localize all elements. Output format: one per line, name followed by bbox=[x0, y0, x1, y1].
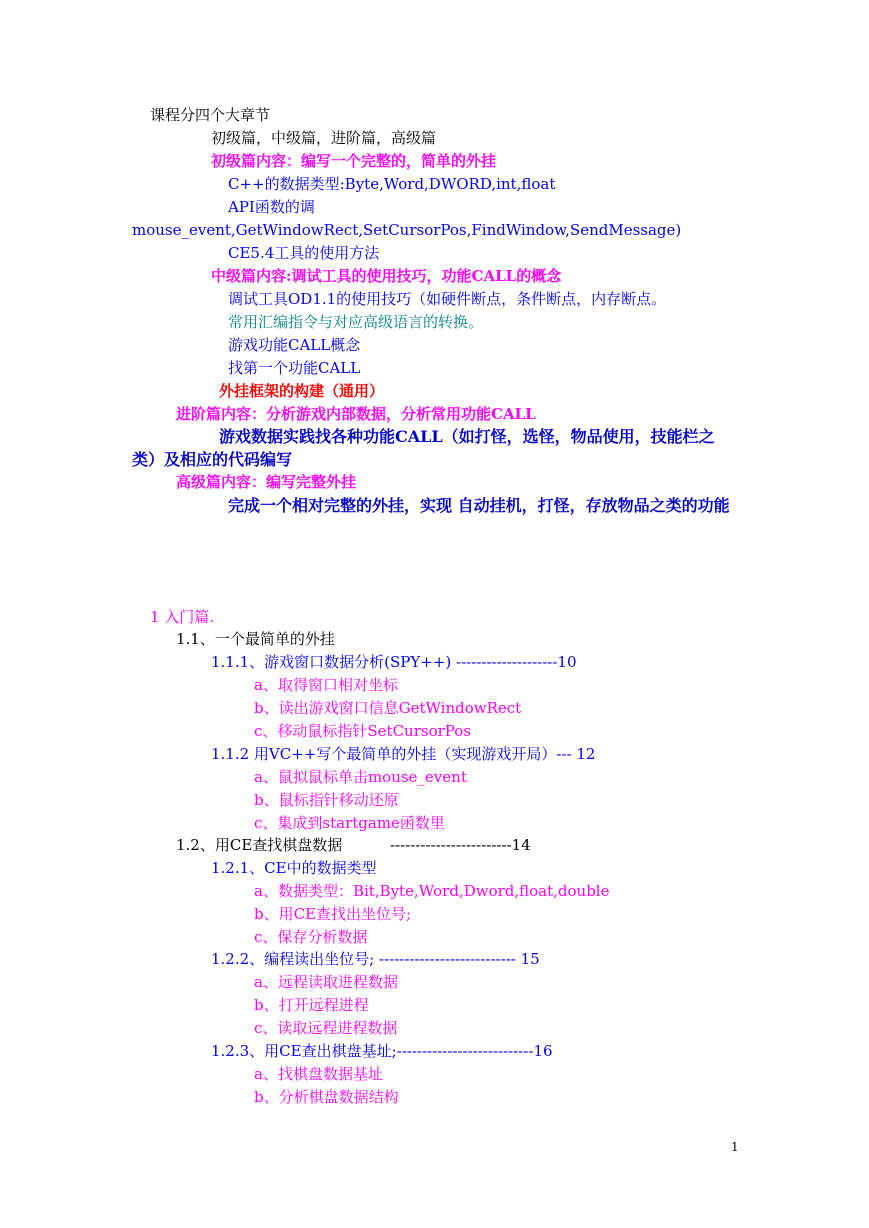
toc-section-1-2: 1.2、用CE查找棋盘数据 ------------------------14 bbox=[176, 836, 531, 854]
toc-item: c、保存分析数据 bbox=[254, 928, 368, 946]
toc-section-1-1-2: 1.1.2 用VC++写个最简单的外挂（实现游戏开局）--- 12 bbox=[211, 745, 596, 763]
toc-section-1-1: 1.1、一个最简单的外挂 bbox=[176, 630, 335, 648]
toc-section-1-2-3: 1.2.3、用CE查出棋盘基址;---------------------------16 bbox=[211, 1042, 553, 1060]
toc-item: a、取得窗口相对坐标 bbox=[254, 676, 398, 694]
intermediate-item-2: 常用汇编指令与对应高级语言的转换。 bbox=[228, 313, 484, 331]
toc-item: b、读出游戏窗口信息GetWindowRect bbox=[254, 699, 522, 717]
intermediate-item-4: 找第一个功能CALL bbox=[228, 359, 361, 377]
toc-section-1-2-1: 1.2.1、CE中的数据类型 bbox=[211, 859, 377, 877]
toc-chapter-1: 1 入门篇. bbox=[150, 608, 215, 626]
toc-item: b、分析棋盘数据结构 bbox=[254, 1088, 399, 1106]
advanced-title: 进阶篇内容：分析游戏内部数据，分析常用功能CALL bbox=[176, 405, 536, 423]
intermediate-title: 中级篇内容:调试工具的使用技巧，功能CALL的概念 bbox=[211, 267, 562, 285]
page-number: 1 bbox=[731, 1140, 739, 1154]
toc-item: c、移动鼠标指针SetCursorPos bbox=[254, 722, 472, 740]
intermediate-item-3: 游戏功能CALL概念 bbox=[228, 336, 361, 354]
course-levels: 初级篇，中级篇，进阶篇，高级篇 bbox=[211, 129, 437, 147]
toc-section-1-2-2: 1.2.2、编程读出坐位号; --------------------------- 15 bbox=[211, 950, 540, 968]
toc-section-1-1-1: 1.1.1、游戏窗口数据分析(SPY++) --------------------10 bbox=[211, 653, 577, 671]
framework-title: 外挂框架的构建（通用） bbox=[219, 382, 385, 400]
course-heading: 课程分四个大章节 bbox=[150, 106, 271, 124]
expert-title: 高级篇内容：编写完整外挂 bbox=[176, 473, 357, 491]
intermediate-item-1: 调试工具OD1.1的使用技巧（如硬件断点，条件断点，内存断点。 bbox=[228, 290, 667, 308]
advanced-desc: 游戏数据实践找各种功能CALL（如打怪，选怪，物品使用，技能栏之类）及相应的代码编写 bbox=[132, 427, 715, 469]
toc-item: b、用CE查找出坐位号; bbox=[254, 905, 412, 923]
beginner-item-2: API函数的调 bbox=[228, 198, 315, 216]
expert-desc: 完成一个相对完整的外挂，实现 自动挂机，打怪，存放物品之类的功能 bbox=[228, 496, 730, 515]
toc-item: a、找棋盘数据基址 bbox=[254, 1065, 383, 1083]
beginner-item-1: C++的数据类型:Byte,Word,DWORD,int,float bbox=[228, 175, 556, 193]
toc-item: a、鼠拟鼠标单击mouse_event bbox=[254, 768, 467, 786]
beginner-item-2-cont: mouse_event,GetWindowRect,SetCursorPos,FindWindow,SendMessage) bbox=[132, 221, 682, 239]
toc-item: b、鼠标指针移动还原 bbox=[254, 791, 399, 809]
toc-item: a、远程读取进程数据 bbox=[254, 973, 398, 991]
toc-item: a、数据类型：Bit,Byte,Word,Dword,float,double bbox=[254, 882, 610, 900]
toc-item: b、打开远程进程 bbox=[254, 996, 369, 1014]
beginner-title: 初级篇内容：编写一个完整的，简单的外挂 bbox=[211, 152, 497, 170]
toc-item: c、读取远程进程数据 bbox=[254, 1019, 398, 1037]
toc-item: c、集成到startgame函数里 bbox=[254, 814, 445, 832]
beginner-item-3: CE5.4工具的使用方法 bbox=[228, 244, 380, 262]
